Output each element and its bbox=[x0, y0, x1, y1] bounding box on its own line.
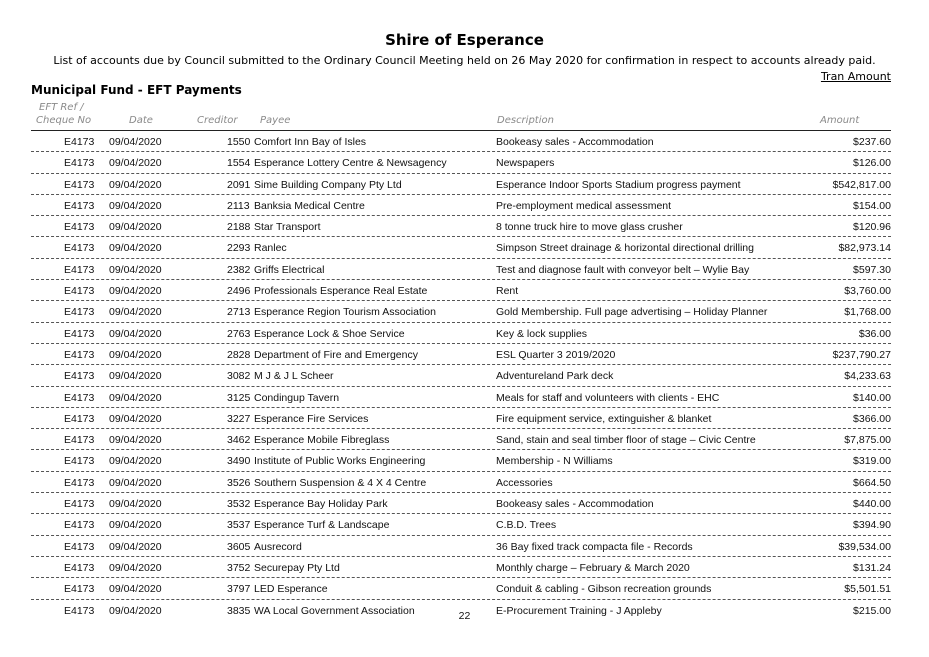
date-cell: 09/04/2020 bbox=[109, 327, 162, 340]
creditor-cell: 2113 bbox=[227, 199, 250, 212]
creditor-cell: 3532 bbox=[227, 498, 251, 511]
payee-cell: Esperance Fire Services bbox=[254, 412, 369, 425]
ref-cell: E4173 bbox=[64, 561, 95, 574]
date-cell: 09/04/2020 bbox=[109, 391, 162, 404]
column-header-payee: Payee bbox=[260, 115, 291, 126]
ref-cell: E4173 bbox=[64, 476, 95, 489]
description-cell: Bookeasy sales - Accommodation bbox=[496, 498, 654, 511]
column-header-creditor: Creditor bbox=[197, 115, 238, 126]
description-cell: Newspapers bbox=[496, 157, 555, 170]
payments-table bbox=[31, 131, 891, 620]
creditor-cell: 3490 bbox=[227, 455, 251, 468]
date-cell: 09/04/2020 bbox=[109, 263, 162, 276]
creditor-cell: 1554 bbox=[227, 157, 251, 170]
table-row bbox=[31, 472, 891, 493]
creditor-cell: 3752 bbox=[227, 561, 251, 574]
amount-cell: $140.00 bbox=[853, 391, 891, 404]
ref-cell: E4173 bbox=[64, 157, 95, 170]
table-row bbox=[31, 344, 891, 365]
payee-cell: LED Esperance bbox=[254, 583, 328, 596]
date-cell: 09/04/2020 bbox=[109, 412, 162, 425]
description-cell: E-Procurement Training - J Appleby bbox=[496, 604, 662, 617]
table-row bbox=[31, 387, 891, 408]
date-cell: 09/04/2020 bbox=[109, 476, 162, 489]
payee-cell: Esperance Region Tourism Association bbox=[254, 306, 436, 319]
table-row bbox=[31, 280, 891, 301]
table-row bbox=[31, 301, 891, 322]
creditor-cell: 3227 bbox=[227, 412, 251, 425]
description-cell: Meals for staff and volunteers with clients - EHC bbox=[496, 391, 720, 404]
amount-cell: $82,973.14 bbox=[838, 242, 891, 255]
date-cell: 09/04/2020 bbox=[109, 434, 162, 447]
amount-cell: $5,501.51 bbox=[844, 583, 891, 596]
payee-cell: Professionals Esperance Real Estate bbox=[254, 285, 428, 298]
description-cell: Pre-employment medical assessment bbox=[496, 199, 672, 212]
description-cell: ESL Quarter 3 2019/2020 bbox=[496, 348, 616, 361]
payee-cell: Esperance Mobile Fibreglass bbox=[254, 434, 390, 447]
description-cell: Membership - N Williams bbox=[496, 455, 613, 468]
column-header-amount: Amount bbox=[820, 115, 860, 126]
table-row bbox=[31, 174, 891, 195]
payee-cell: Department of Fire and Emergency bbox=[254, 348, 418, 361]
date-cell: 09/04/2020 bbox=[109, 157, 162, 170]
payee-cell: Southern Suspension & 4 X 4 Centre bbox=[254, 476, 427, 489]
date-cell: 09/04/2020 bbox=[109, 306, 162, 319]
table-row bbox=[31, 323, 891, 344]
creditor-cell: 3835 bbox=[227, 604, 251, 617]
table-row bbox=[31, 237, 891, 258]
amount-cell: $3,760.00 bbox=[844, 285, 891, 298]
ref-cell: E4173 bbox=[64, 455, 95, 468]
ref-cell: E4173 bbox=[64, 583, 95, 596]
ref-cell: E4173 bbox=[64, 412, 95, 425]
description-cell: C.B.D. Trees bbox=[496, 519, 557, 532]
date-cell: 09/04/2020 bbox=[109, 519, 162, 532]
creditor-cell: 3125 bbox=[227, 391, 251, 404]
table-row bbox=[31, 259, 891, 280]
date-cell: 09/04/2020 bbox=[109, 604, 162, 617]
ref-cell: E4173 bbox=[64, 519, 95, 532]
table-row bbox=[31, 131, 891, 152]
amount-cell: $131.24 bbox=[853, 561, 891, 574]
column-header-ref-line2: Cheque No bbox=[36, 115, 92, 126]
description-cell: Sand, stain and seal timber floor of stage – Civic Centre bbox=[496, 434, 756, 447]
table-row bbox=[31, 557, 891, 578]
amount-cell: $664.50 bbox=[853, 476, 891, 489]
description-cell: Test and diagnose fault with conveyor belt – Wylie Bay bbox=[496, 263, 750, 276]
ref-cell: E4173 bbox=[64, 604, 95, 617]
amount-cell: $39,534.00 bbox=[838, 540, 891, 553]
payee-cell: Institute of Public Works Engineering bbox=[254, 455, 426, 468]
creditor-cell: 3082 bbox=[227, 370, 251, 383]
payee-cell: Comfort Inn Bay of Isles bbox=[254, 136, 367, 148]
creditor-cell: 2763 bbox=[227, 327, 251, 340]
date-cell: 09/04/2020 bbox=[109, 136, 162, 148]
ref-cell: E4173 bbox=[64, 498, 95, 511]
section-heading: Municipal Fund - EFT Payments bbox=[31, 83, 242, 97]
payee-cell: Griffs Electrical bbox=[254, 263, 325, 276]
date-cell: 09/04/2020 bbox=[109, 221, 162, 234]
table-row bbox=[31, 578, 891, 599]
payee-cell: Ausrecord bbox=[254, 540, 302, 553]
page-number: 22 bbox=[458, 610, 471, 622]
payee-cell: Esperance Turf & Landscape bbox=[254, 519, 390, 532]
description-cell: Accessories bbox=[496, 476, 553, 489]
payee-cell: Securepay Pty Ltd bbox=[254, 561, 340, 574]
amount-cell: $366.00 bbox=[853, 412, 891, 425]
ref-cell: E4173 bbox=[64, 348, 95, 361]
ref-cell: E4173 bbox=[64, 263, 95, 276]
creditor-cell: 3605 bbox=[227, 540, 251, 553]
payee-cell: Star Transport bbox=[254, 221, 321, 234]
amount-cell: $1,768.00 bbox=[844, 306, 891, 319]
description-cell: Fire equipment service, extinguisher & blanket bbox=[496, 412, 712, 425]
amount-cell: $542,817.00 bbox=[832, 178, 891, 191]
amount-cell: $120.96 bbox=[853, 221, 891, 234]
description-cell: 8 tonne truck hire to move glass crusher bbox=[496, 221, 683, 234]
payee-cell: Esperance Lock & Shoe Service bbox=[254, 327, 405, 340]
creditor-cell: 2188 bbox=[227, 221, 251, 234]
amount-cell: $237.60 bbox=[853, 136, 891, 148]
description-cell: Conduit & cabling - Gibson recreation grounds bbox=[496, 583, 712, 596]
table-row bbox=[31, 536, 891, 557]
payee-cell: Esperance Bay Holiday Park bbox=[254, 498, 388, 511]
creditor-cell: 3526 bbox=[227, 476, 251, 489]
amount-cell: $4,233.63 bbox=[844, 370, 891, 383]
column-header-ref-line1: EFT Ref / bbox=[39, 102, 84, 113]
table-row bbox=[31, 152, 891, 173]
table-row bbox=[31, 429, 891, 450]
amount-cell: $319.00 bbox=[853, 455, 891, 468]
amount-cell: $7,875.00 bbox=[844, 434, 891, 447]
creditor-cell: 1550 bbox=[227, 136, 251, 148]
creditor-cell: 3797 bbox=[227, 583, 251, 596]
payee-cell: Banksia Medical Centre bbox=[254, 199, 365, 212]
ref-cell: E4173 bbox=[64, 434, 95, 447]
amount-cell: $36.00 bbox=[858, 327, 891, 340]
date-cell: 09/04/2020 bbox=[109, 348, 162, 361]
payee-cell: M J & J L Scheer bbox=[254, 370, 334, 383]
amount-cell: $597.30 bbox=[853, 263, 891, 276]
ref-cell: E4173 bbox=[64, 327, 95, 340]
description-cell: Gold Membership. Full page advertising – Holiday Planner bbox=[496, 306, 768, 319]
payee-cell: WA Local Government Association bbox=[254, 604, 415, 617]
column-header-date: Date bbox=[129, 115, 153, 126]
creditor-cell: 2496 bbox=[227, 285, 251, 298]
date-cell: 09/04/2020 bbox=[109, 178, 162, 191]
ref-cell: E4173 bbox=[64, 540, 95, 553]
amount-cell: $237,790.27 bbox=[832, 348, 891, 361]
date-cell: 09/04/2020 bbox=[109, 498, 162, 511]
description-cell: Bookeasy sales - Accommodation bbox=[496, 136, 654, 148]
creditor-cell: 3537 bbox=[227, 519, 251, 532]
payee-cell: Condingup Tavern bbox=[254, 391, 340, 404]
page-title: Shire of Esperance bbox=[385, 31, 544, 49]
amount-cell: $154.00 bbox=[853, 199, 891, 212]
payee-cell: Sime Building Company Pty Ltd bbox=[254, 178, 402, 191]
page-subtitle: List of accounts due by Council submitted to the Ordinary Council Meeting held on 26 May 2020 for confirmation in respect to accounts already paid. bbox=[53, 54, 876, 67]
table-row bbox=[31, 408, 891, 429]
ref-cell: E4173 bbox=[64, 285, 95, 298]
amount-cell: $394.90 bbox=[853, 519, 891, 532]
payee-cell: Esperance Lottery Centre & Newsagency bbox=[254, 157, 447, 170]
date-cell: 09/04/2020 bbox=[109, 199, 162, 212]
ref-cell: E4173 bbox=[64, 242, 95, 255]
tran-amount-label: Tran Amount bbox=[820, 70, 891, 83]
table-row bbox=[31, 514, 891, 535]
description-cell: Esperance Indoor Sports Stadium progress payment bbox=[496, 178, 741, 191]
date-cell: 09/04/2020 bbox=[109, 242, 162, 255]
creditor-cell: 2828 bbox=[227, 348, 251, 361]
table-row bbox=[31, 195, 891, 216]
description-cell: Monthly charge – February & March 2020 bbox=[496, 561, 690, 574]
creditor-cell: 2091 bbox=[227, 178, 251, 191]
creditor-cell: 3462 bbox=[227, 434, 251, 447]
date-cell: 09/04/2020 bbox=[109, 455, 162, 468]
description-cell: Adventureland Park deck bbox=[496, 370, 614, 383]
ref-cell: E4173 bbox=[64, 178, 95, 191]
creditor-cell: 2293 bbox=[227, 242, 251, 255]
amount-cell: $215.00 bbox=[853, 604, 891, 617]
description-cell: Key & lock supplies bbox=[496, 327, 588, 340]
ref-cell: E4173 bbox=[64, 306, 95, 319]
table-row bbox=[31, 365, 891, 386]
ref-cell: E4173 bbox=[64, 221, 95, 234]
description-cell: 36 Bay fixed track compacta file - Records bbox=[496, 540, 693, 553]
ref-cell: E4173 bbox=[64, 391, 95, 404]
ref-cell: E4173 bbox=[64, 370, 95, 383]
description-cell: Simpson Street drainage & horizontal directional drilling bbox=[496, 242, 754, 255]
date-cell: 09/04/2020 bbox=[109, 540, 162, 553]
description-cell: Rent bbox=[496, 285, 519, 298]
amount-cell: $440.00 bbox=[853, 498, 891, 511]
ref-cell: E4173 bbox=[64, 199, 95, 212]
date-cell: 09/04/2020 bbox=[109, 370, 162, 383]
table-row bbox=[31, 216, 891, 237]
creditor-cell: 2382 bbox=[227, 263, 251, 276]
amount-cell: $126.00 bbox=[853, 157, 891, 170]
payee-cell: Ranlec bbox=[254, 242, 287, 255]
table-row bbox=[31, 493, 891, 514]
table-row bbox=[31, 450, 891, 471]
date-cell: 09/04/2020 bbox=[109, 583, 162, 596]
column-header-description: Description bbox=[497, 115, 554, 126]
ref-cell: E4173 bbox=[64, 136, 95, 148]
date-cell: 09/04/2020 bbox=[109, 285, 162, 298]
date-cell: 09/04/2020 bbox=[109, 561, 162, 574]
creditor-cell: 2713 bbox=[227, 306, 251, 319]
